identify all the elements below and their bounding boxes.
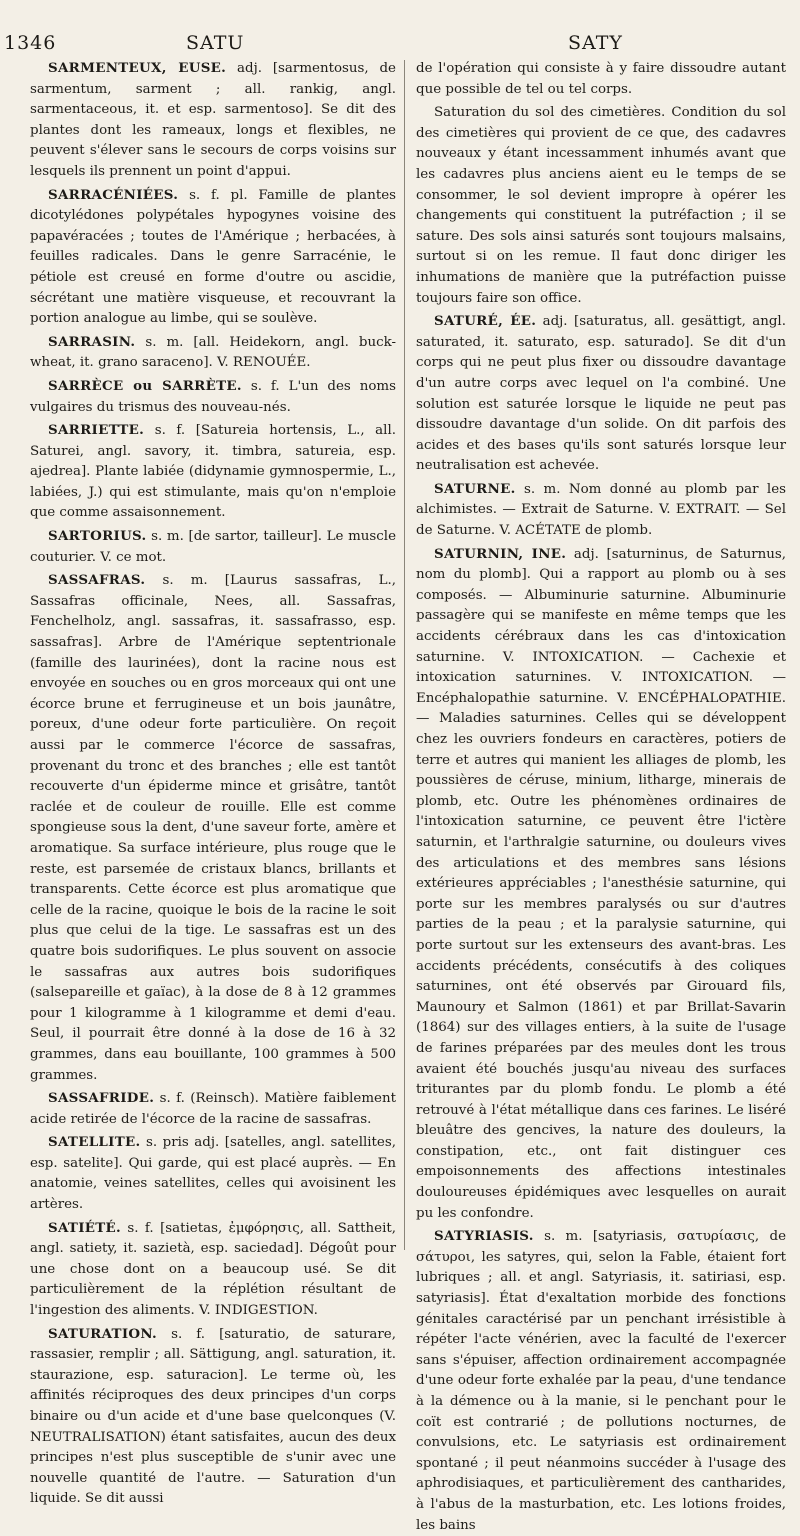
headword: SARTORIUS. — [48, 528, 147, 545]
headword: SATURÉ, ÉE. — [434, 313, 537, 330]
headword: SARMENTEUX, EUSE. — [48, 60, 227, 76]
right-column — [416, 58, 787, 1533]
entry-body: s. m. [all. Heidekorn, angl. buck-wheat, it. grano saraceno]. V. RENOUÉE. — [30, 334, 396, 371]
entry-body: s. pris adj. [satelles, angl. satellites, esp. satelite]. Qui garde, qui est placé auprès. — En anatomie, veines satellites, celles qui avoisinent les artères. — [30, 1135, 396, 1213]
headword: SARRIETTE. — [48, 422, 145, 439]
headword: SARRACÉNIÉES. — [48, 186, 179, 203]
dictionary-entry — [30, 420, 396, 524]
dictionary-entry — [30, 185, 396, 330]
headword: SATIÉTÉ. — [48, 1219, 121, 1236]
entry-body: de l'opération qui consiste à y faire dissoudre autant que possible de tel ou tel corps. — [416, 61, 786, 97]
headword: SARRASIN. — [48, 333, 136, 350]
left-column — [30, 58, 396, 1507]
dictionary-entry — [30, 526, 396, 568]
left-running-head: SATU — [186, 32, 245, 54]
dictionary-entry — [30, 58, 396, 183]
dictionary-entry — [30, 570, 396, 1086]
dictionary-entry — [30, 332, 396, 374]
entry-body: s. f. (Reinsch). Matière faiblement acide retirée de l'écorce de la racine de sassafras. — [30, 1091, 396, 1127]
entry-body: s. m. Nom donné au plomb par les alchimistes. — Extrait de Saturne. V. EXTRAIT. — Sel de Saturne. V. ACÉTATE de plomb. — [416, 481, 786, 539]
entry-body: s. f. [saturatio, de saturare, rassasier, remplir ; all. Sättigung, angl. saturation, it. staurazione, esp. saturacion]. Le terme où, les affinités réciproques des deux principes d'un corps binaire ou d'un acide et d'une base quelconques (V. NEUTRALISATION) étant satisfaites, aucun des deux principes n'est plus susceptible de s'unir avec une nouvelle quantité de l'autre. — Saturation d'un liquide. Se dit aussi — [30, 1326, 396, 1507]
dictionary-entry — [416, 1226, 786, 1536]
page-number: 1346 — [4, 32, 57, 54]
dictionary-entry — [416, 544, 786, 1225]
headword: SATYRIASIS. — [434, 1228, 534, 1245]
right-running-head: SATY — [568, 32, 623, 54]
entry-body: adj. [sarmentosus, de sarmentum, sarment ; all. rankig, angl. sarmentaceous, it. et esp. sarmentoso]. Se dit des plantes dont les rameaux, longs et flexibles, ne peuvent s'élever sans le secours de corps voisins sur lesquels ils prennent un point d'appui. — [30, 61, 396, 179]
headword: SASSAFRAS. — [48, 572, 146, 589]
entry-body: adj. [saturatus, all. gesättigt, angl. saturated, it. saturato, esp. saturado]. Se dit d'un corps qui ne peut plus fixer ou dissoudre davantage d'un autre corps avec lequel on l'a combiné. Une solution est saturée lorsque le liquide ne peut pas dissoudre davantage d'un solide. On dit parfois des acides et des bases qu'ils sont saturés lorsque leur neutralisation est achevée. — [416, 314, 786, 474]
headword: SATURNE. — [434, 480, 516, 497]
headword: SATURATION. — [48, 1325, 157, 1342]
dictionary-entry — [416, 311, 786, 477]
headword: SATELLITE. — [48, 1134, 141, 1151]
entry-body: s. m. [satyriasis, σατυρίασις, de σάτυροι, les satyres, qui, selon la Fable, étaient fort lubriques ; all. et angl. Satyriasis, it. satiriasi, esp. satyriasis]. État d'exaltation morbide des fonctions génitales caractérisé par un penchant irrésistible à répéter l'acte vénérien, avec la faculté de l'exercer sans s'épuiser, affection ordinairement accompagnée d'une odeur forte exhalée par la peau, d'une tendance à la démence ou à la manie, si le penchant pour le coït est contrarié ; de pollutions nocturnes, de convulsions, etc. Le satyriasis est ordinairement spontané ; il peut néanmoins succéder à l'usage des aphrodisiaques, et particulièrement des cantharides, à l'abus de la masturbation, etc. Les lotions froides, les bains — [416, 1229, 787, 1533]
entry-continuation — [416, 58, 786, 100]
entry-body: s. f. [Satureia hortensis, L., all. Saturei, angl. savory, it. timbra, satureia, esp. ajedrea]. Plante labiée (didynamie gymnospermie, L., labiées, J.) qui est stimulante, mais qu'on n'emploie que comme assaisonnement. — [30, 423, 396, 521]
column-divider — [404, 60, 405, 1250]
dictionary-entry — [30, 1132, 396, 1215]
headword: SASSAFRIDE. — [48, 1090, 155, 1107]
entry-body: s. f. L'un des noms vulgaires du trismus des nouveau-nés. — [30, 378, 396, 415]
headword: SATURNIN, INE. — [434, 545, 567, 562]
entry-body: s. f. [satietas, ἐμφόρησις, all. Sattheit, angl. satiety, it. sazietà, esp. saciedad]. Dégoût pour une chose dont on a beaucoup usé. Se dit particulièrement de la réplétion résultant de l'ingestion des aliments. V. INDIGESTION. — [30, 1220, 396, 1319]
entry-body: Saturation du sol des cimetières. Condition du sol des cimetières qui provient de ce que, des cadavres nouveaux y étant incessamment inhumés avant que les cadavres plus anciens aient eu le temps de se consommer, le sol devient impropre à opérer les changements qui constituent la putréfaction ; il se sature. Des sols ainsi saturés sont toujours malsains, surtout si on les remue. Il faut donc diriger les inhumations de manière que la putréfaction puisse toujours faire son office. — [416, 105, 786, 306]
entry-body: adj. [saturninus, de Saturnus, nom du plomb]. Qui a rapport au plomb ou à ses composés. — Albuminurie saturnine. Albuminurie passagère qui se manifeste en même temps que les accidents cérébraux dans les cas d'intoxication saturnine. V. INTOXICATION. — Cachexie et intoxication saturnines. V. INTOXICATION. — Encéphalopathie saturnine. V. ENCÉPHALOPATHIE. — Maladies saturnines. Celles qui se développent chez les ouvriers fondeurs en caractères, potiers de terre et autres qui manient les alliages de plomb, les poussières de céruse, minium, litharge, minerais de plomb, etc. Outre les phénomènes ordinaires de l'intoxication saturnine, ce peuvent être l'ictère saturnin, et l'arthralgie saturnine, ou douleurs vives des articulations et des membres sans lésions extérieures appréciables ; l'anesthésie saturnine, qui porte sur les membres paralysés ou sur d'autres parties de la peau ; et la paralysie saturnine, qui porte surtout sur les extenseurs des avant-bras. Les accidents précédents, consécutifs à des coliques saturnines, ont été observés par Girouard fils, Maunoury et Salmon (1861) et par Brillat-Savarin (1864) sur des villages entiers, à la suite de l'usage de farines préparées par des meules dont les trous avaient été bouchés jusqu'au niveau des surfaces triturantes par du plomb fondu. Le plomb a été retrouvé à l'état métallique dans ces farines. Le liséré bleuâtre des gencives, la nature des douleurs, la constipation, etc., ont fait distinguer ces empoisonnements des affections intestinales douloureuses épidémiques avec lesquelles on aurait pu les confondre. — [416, 546, 786, 1221]
entry-body: s. f. pl. Famille de plantes dicotylédones polypétales hypogynes voisine des papavéracées ; toutes de l'Amérique ; herbacées, à feuilles radicales. Dans le genre Sarracénie, le pétiole est creusé en forme d'outre ou ascidie, sécrétant une matière visqueuse, et recouvrant la portion analogue au limbe, qui se soulève. — [30, 187, 396, 327]
dictionary-entry — [30, 376, 396, 418]
running-header — [0, 14, 800, 54]
headword: SARRÈCE ou SARRÈTE. — [48, 377, 242, 394]
dictionary-entry — [30, 1088, 396, 1130]
dictionary-entry — [30, 1218, 396, 1322]
entry-body: s. m. [de sartor, tailleur]. Le muscle couturier. V. ce mot. — [30, 529, 396, 565]
dictionary-entry — [416, 479, 786, 542]
dictionary-entry — [30, 1324, 396, 1510]
dictionary-entry — [416, 102, 786, 309]
entry-body: s. m. [Laurus sassafras, L., Sassafras officinale, Nees, all. Sassafras, Fenchelholz, angl. sassafras, it. sassafrasso, esp. sassafras]. Arbre de l'Amérique septentrionale (famille des laurinées), dont la racine nous est envoyée en souches ou en gros morceaux qui ont une écorce brune et ferrugineuse et un bois jaunâtre, poreux, d'une odeur forte particulière. On reçoit aussi par le commerce l'écorce de sassafras, provenant du tronc et des branches ; elle est tantôt recouverte d'un épiderme mince et grisâtre, tantôt raclée et de couleur de rouille. Elle est comme spongieuse sous la dent, d'une saveur forte, amère et aromatique. Sa surface intérieure, plus rouge que le reste, est parsemée de cristaux blancs, brillants et transparents. Cette écorce est plus aromatique que celle de la racine, quoique le bois de la racine le soit plus que celui de la tige. Le sassafras est un des quatre bois sudorifiques. Le plus souvent on associe le sassafras aux autres bois sudorifiques (salsepareille et gaïac), à la dose de 8 à 12 grammes pour 1 kilogramme à 1 kilogramme et demi d'eau. Seul, il pourrait être donné à la dose de 16 à 32 grammes, dans eau bouillante, 100 grammes à 500 grammes. — [30, 573, 396, 1083]
